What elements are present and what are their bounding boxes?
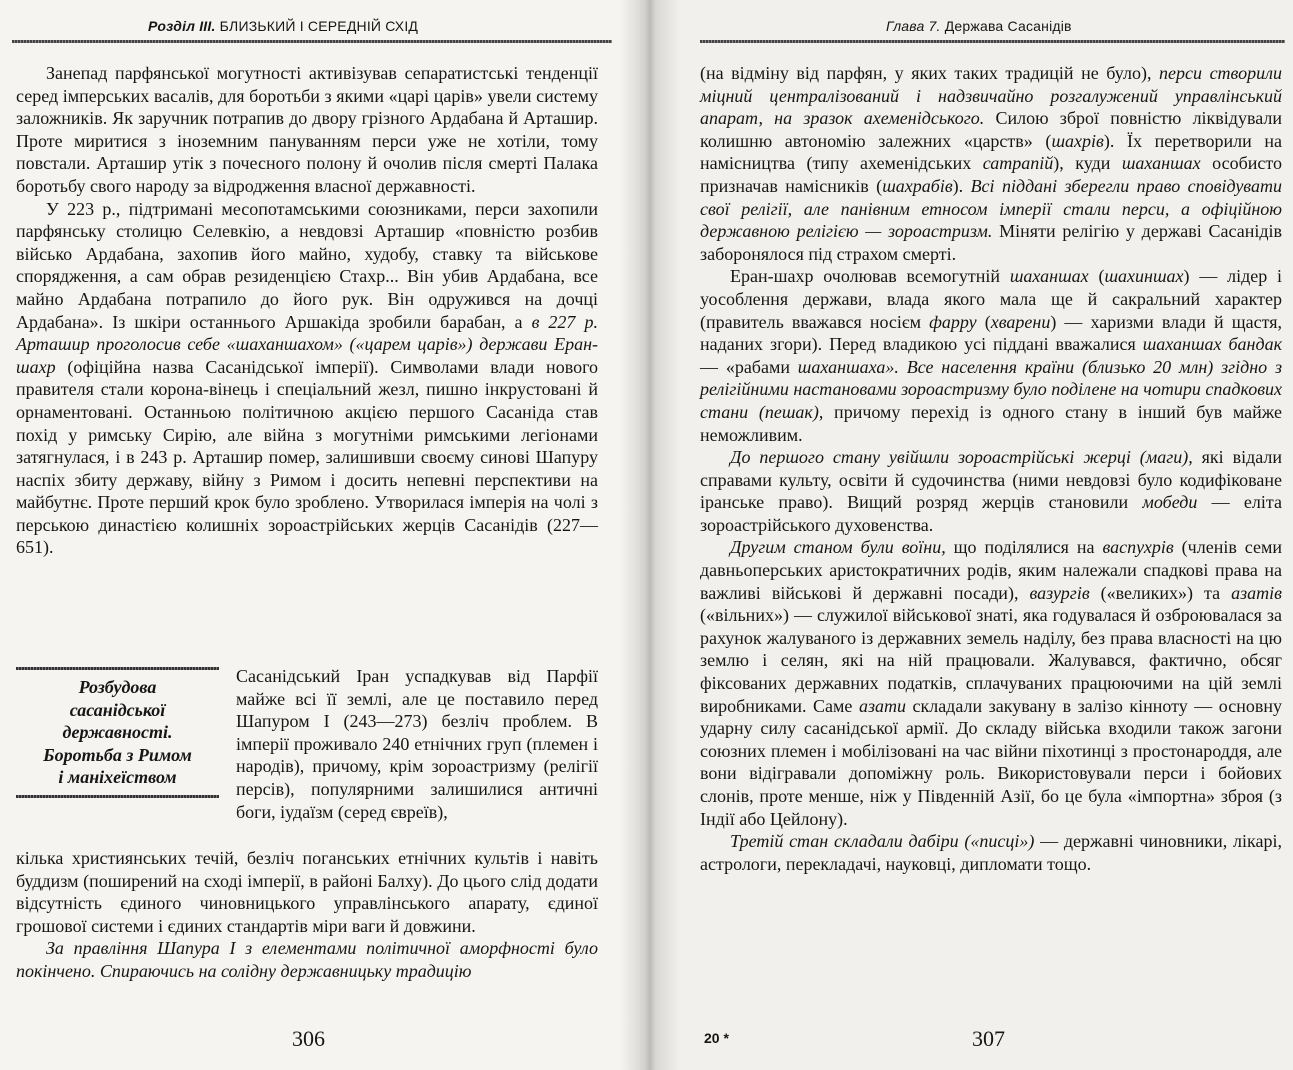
- italic-run: шаханшах бандак: [1142, 334, 1282, 355]
- text-run: ), куди: [1053, 153, 1122, 174]
- text-run: Еран-шахр очолював всемогутній: [730, 266, 1010, 287]
- italic-run: азатів: [1231, 582, 1282, 603]
- italic-run: шаханшах: [1121, 153, 1201, 174]
- paragraph: [700, 536, 1282, 830]
- left-running-head: [148, 18, 418, 34]
- paragraph: кілька християнських течій, безліч поганських етнічних культів і навіть буддизм (поширений на сході імперії, в районі Балху). До цього слід додати відсутність єдиного чиновницького управлінського апарату, єдиної грошової системи і єдиних стандартів міри ваги й довжини.: [16, 848, 598, 936]
- running-head-title: Держава Сасанідів: [944, 18, 1072, 34]
- italic-run: шаханшаха». Все населення країни (близько 20 млн) згідно з релігійними настановами зороастризму було поділене на чотири спадкових стани (пешак): [700, 356, 1283, 422]
- text-run: — державні чиновники, лікарі, астрологи, перекладачі, науковці, дипломати тощо.: [700, 831, 1282, 874]
- left-header-rule: [12, 40, 612, 43]
- text-run: ) — лідер і уособлення держави, влада якого мала ще й сакральний характер (правитель вважався носієм: [700, 266, 1282, 332]
- right-main-text: [700, 62, 1282, 875]
- italic-run: хварени: [990, 311, 1051, 332]
- running-head-section: Розділ III.: [148, 18, 216, 34]
- right-page: [640, 0, 1293, 1070]
- sidebar-heading: [16, 670, 219, 795]
- paragraph: [700, 446, 1282, 536]
- text-run: ) — харизми влади й щастя, наданих згори). Перед владикою усі піддані вважалися: [700, 311, 1282, 355]
- text-run: особисто призначав намісників (: [700, 153, 1282, 196]
- text-run: (на відміну від парфян, у яких таких традицій не було),: [700, 63, 1160, 83]
- page-number: 306: [292, 1026, 325, 1051]
- italic-run: в 227 р. Арташир проголосив себе «шаханшахом» («царем царів») держави Еран-шахр: [16, 311, 598, 377]
- text-run: («вільних») — служилої військової знаті, яка годувалася й озброювалася за рахунок жалуваного із державних земель наділу, без права власності на цю землю і селян, які на ній працювали. Жалувався, фактично, обсяг фіксованих державних податків, сплачуваних працюючими на цій землі виробниками. Саме: [700, 605, 1282, 716]
- paragraph: Занепад парфянської могутності активізував сепаратистські тенденції серед імперських васалів, для боротьби з якими «царі царів» увели систему заложників. Як заручник потрапив до двору грізного Ардабана й Арташир. Проте миритися з іноземним пануванням перси уже не хотіли, тому повстали. Арташир утік з почесного полону й очолив після смерті Палака боротьбу свого народу за відродження власної державності.: [16, 63, 598, 196]
- text-run: (членів семи давньоперських аристократичних родів, яким належали спадкові права на важливі військові й державні посади),: [700, 537, 1283, 603]
- italic-run: шахрабів: [882, 175, 953, 196]
- paragraph: [700, 830, 1282, 875]
- italic-run: шаханшах: [1009, 266, 1089, 287]
- paragraph: [700, 265, 1282, 446]
- page-number: 307: [972, 1026, 1005, 1051]
- sidebar-heading-line: Боротьба з Римом: [43, 744, 192, 765]
- italic-run: Третій стан складали дабіри («писці»): [730, 831, 1035, 852]
- text-run: У 223 р., підтримані месопотамськими союзниками, перси захопили парфянську столицю Селевкію, а невдовзі Арташир «повністю розбив військо Ардабана, захопив його майно, худобу, ставку та військове спорядження, а сам обрав резиденцією Стахр... Він убив Ардабана, все майно Ардабана потрапило до його рук. Він одружився на дочці Ардабана». Із шкіри останнього Аршакіда зробили барабан, а: [16, 198, 598, 332]
- paragraph: [700, 62, 1282, 265]
- text-run: (офіційна назва Сасанідської імперії). Символами влади нового правителя стали корона-вінець і спеціальний жезл, пишно інкрустовані й орнаментовані. Останньою політичною акцією першого Сасаніда став похід у римську Сирію, але війна з могутніми римськими легіонами затягнулася, і в 243 р. Арташир помер, залишивши своєму синові Шапуру наспіх збиту державу, війну з Римом і досить непевні перспективи на майбутнє. Проте перший крок було зроблено. Утворилася імперія на чолі з перською династією колишніх зороастрійських жерців Сасанідів (227—651).: [16, 356, 598, 558]
- right-running-head: [886, 18, 1072, 34]
- italic-run: фарру: [929, 311, 977, 332]
- text-run: що поділялися на: [945, 537, 1103, 558]
- text-run: (: [976, 311, 991, 332]
- signature-mark: 20 *: [704, 1030, 729, 1046]
- left-main-text: [16, 62, 598, 559]
- text-run: — «рабами: [700, 356, 798, 377]
- italic-run: вазургів: [1029, 582, 1090, 603]
- sidebar-heading-line: Розбудова: [78, 677, 157, 697]
- text-run: — еліта зороастрійського духовенства.: [700, 492, 1282, 535]
- italic-run: сатрапій: [982, 153, 1054, 174]
- running-head-section: Глава 7.: [886, 18, 941, 34]
- italic-run: шахрів: [1051, 130, 1104, 151]
- float-text: Сасанідський Іран успадкував від Парфії майже всі її землі, але це поставило перед Шапуром І (243—273) безліч проблем. В імперії проживало 240 етнічних груп (племен і народів), причому, крім зороастризму (релігії персів), популярними залишилися античні боги, іудаїзм (серед євреїв),: [236, 666, 598, 822]
- italic-paragraph: За правління Шапура І з елементами політичної аморфності було покінчено. Спираючись на солідну державницьку традицію: [16, 938, 598, 981]
- italic-run: мобеди: [1142, 492, 1198, 513]
- text-run: складали закувану в залізо кінноту — основну ударну силу сасанідської армії. До складу війська входили також загони союзних племен і мобілізовані на час війни піхотинці з простонароддя, але вони відігравали допоміжну роль. Використовували перси і бойових слонів, проте менше, ніж у Південній Азії, бо це була «імпортна» зброя (з Індії або Цейлону).: [700, 695, 1282, 829]
- sidebar-heading-line: сасанідської: [69, 699, 166, 720]
- sidebar-bottom-rule: [16, 795, 219, 798]
- paragraph: [16, 198, 598, 560]
- text-run: («великих») та: [1089, 582, 1232, 603]
- text-run: (: [1088, 266, 1105, 287]
- italic-run: Всі піддані зберегли право сповідувати свої релігії, але панівним етносом імперії стали перси, а офіційною державною релігією — зороастризм.: [700, 175, 1283, 242]
- sidebar-heading-line: державності.: [62, 722, 173, 742]
- italic-run: перси створили міцний централізований і надзвичайно розгалужений управлінський апарат, на зразок ахеменідського.: [700, 63, 1282, 129]
- left-continued-text: [16, 847, 598, 983]
- italic-run: васпухрів: [1102, 537, 1174, 558]
- text-run: , причому перехід із одного стану в інший був майже неможливим.: [700, 401, 1282, 445]
- running-head-title: БЛИЗЬКИЙ І СЕРЕДНІЙ СХІД: [219, 18, 419, 34]
- text-run: Силою зброї повністю ліквідували колишню автономію залежних «царств» (: [700, 108, 1282, 151]
- text-run: ).: [952, 175, 971, 196]
- italic-run: До першого стану увійшли зороастрійські жерці (маги),: [730, 447, 1193, 468]
- italic-run: Другим станом були воїни,: [730, 537, 946, 558]
- italic-run: азати: [858, 695, 906, 716]
- italic-run: шахиншах: [1104, 266, 1184, 287]
- text-run: Міняти релігію у державі Сасанідів заборонялося під страхом смерті.: [700, 221, 1283, 264]
- left-page: [0, 0, 640, 1070]
- sidebar-heading-box: [16, 667, 219, 817]
- sidebar-heading-line: і маніхеїством: [58, 767, 177, 787]
- right-header-rule: [700, 40, 1285, 43]
- text-run: ). Їх перетворили на намісництва (типу ахеменідських: [700, 130, 1282, 174]
- text-run: які відали справами культу, освіти й судочинства (ними невдовзі було кодифіковане іранське право). Вищий розряд жерців становили: [700, 447, 1282, 513]
